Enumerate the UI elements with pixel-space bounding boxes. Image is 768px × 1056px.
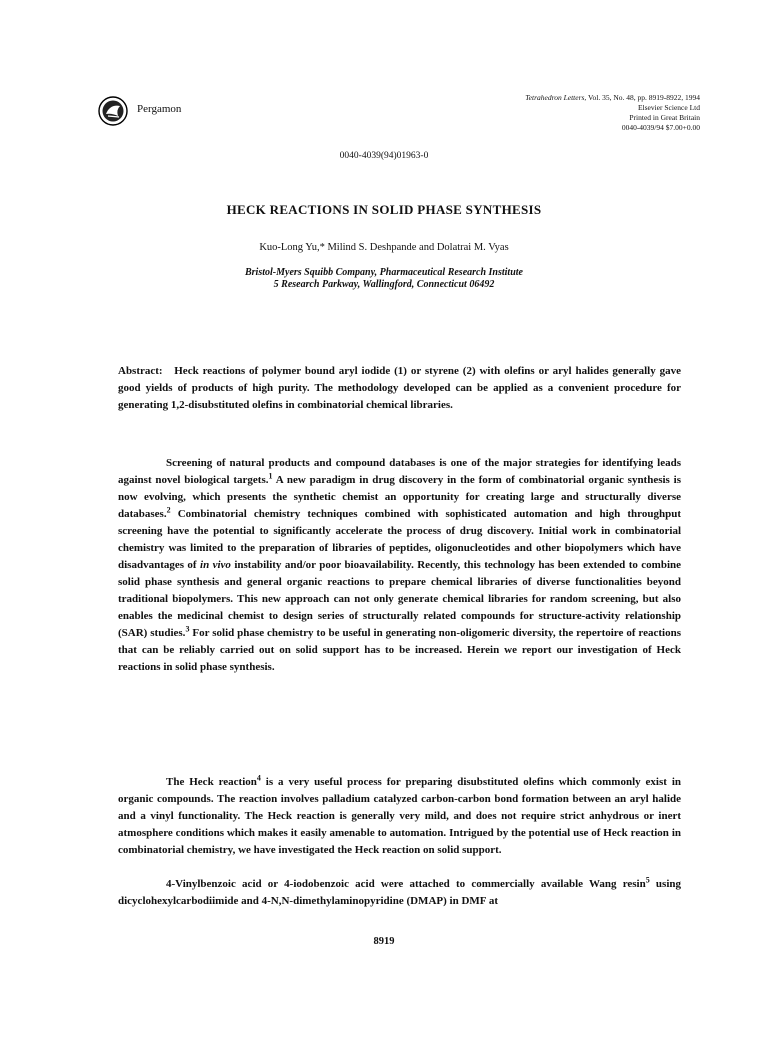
page-number: 8919 [373, 936, 395, 947]
publisher-line: Elsevier Science Ltd [637, 103, 700, 112]
affiliation-line-1: Bristol-Myers Squibb Company, Pharmaceutical Research Institute [245, 267, 523, 278]
issn-line: 0040-4039/94 $7.00+0.00 [621, 123, 700, 132]
publication-info [440, 93, 700, 133]
journal-name: Tetrahedron Letters, [525, 93, 587, 102]
ref-3: 3 [185, 624, 190, 634]
p2-text-b: is a very useful process for preparing disubstituted olefins which commonly exist in organic compounds. The reaction involves palladium catalyzed carbon-carbon bond formation between an aryl halide and a vinyl functionality. The Heck reaction is generally very mild, and does not require strict anhydrous or inert atmosphere conditions which makes it easily amenable to automation. Intrigued by the potential use of Heck reaction in combinatorial chemistry, we have investigated the Heck reaction on solid support. [118, 776, 682, 856]
p1-text-a: Screening of natural products and compound databases is one of the major strategies for identifying leads against novel biological targets. [118, 457, 681, 486]
abstract [118, 363, 681, 414]
p1-text-d: instability and/or poor bioavailability. Recently, this technology has been extended to combine solid phase synthesis and general organic reactions to prepare chemical libraries of diverse functionalities beyond traditional biopolymers. This new approach can not only generate chemical libraries for random screening, but also enables the medicinal chemist to design series of structurally related compounds for structure-activity relationship (SAR) studies. [118, 559, 681, 639]
ref-4: 4 [256, 773, 261, 783]
affiliation [0, 267, 768, 291]
abstract-label: Abstract: [118, 365, 163, 377]
p3-text-b: using dicyclohexylcarbodiimide and 4-N,N-dimethylaminopyridine (DMAP) in DMF at [118, 878, 681, 907]
authors: Kuo-Long Yu,* Milind S. Deshpande and Dolatrai M. Vyas [259, 242, 509, 253]
p1-text-c: Combinatorial chemistry techniques combined with sophisticated automation and high throughput screening have the potential to significantly accelerate the process of drug discovery. Initial work in combinatorial chemistry was limited to the preparation of libraries of peptides, oligonucleotides and other biopolymers which have disadvantages of [118, 508, 681, 571]
ref-5: 5 [645, 875, 650, 885]
citation: Vol. 35, No. 48, pp. 8919-8922, 1994 [586, 93, 700, 102]
p1-text-e: For solid phase chemistry to be useful in generating non-oligomeric diversity, the repertoire of reactions that can be reliably carried out on solid support has to be increased. Herein we report our investigation of Heck reactions in solid phase synthesis. [118, 627, 681, 673]
abstract-text: Heck reactions of polymer bound aryl iodide (1) or styrene (2) with olefins or aryl halides generally gave good yields of products of high purity. The methodology developed can be applied as a convenient procedure for generating 1,2-disubstituted olefins in combinatorial chemical libraries. [118, 365, 681, 411]
publisher-name: Pergamon [137, 103, 182, 115]
p1-italic: in vivo [200, 559, 231, 571]
ref-2: 2 [166, 505, 171, 515]
article-title: HECK REACTIONS IN SOLID PHASE SYNTHESIS [226, 202, 542, 217]
printed-line: Printed in Great Britain [629, 113, 700, 122]
publisher-logo [98, 96, 128, 126]
p1-text-b: A new paradigm in drug discovery in the form of combinatorial organic synthesis is now evolving, which presents the synthetic chemist an opportunity for creating large and structurally diverse databases. [118, 474, 681, 520]
paragraph-2 [118, 774, 681, 859]
p2-text-a: The Heck reaction [166, 776, 257, 788]
affiliation-line-2: 5 Research Parkway, Wallingford, Connecticut 06492 [273, 279, 495, 290]
doi: 0040-4039(94)01963-0 [339, 151, 429, 161]
ref-1: 1 [268, 471, 273, 481]
paragraph-1 [118, 455, 681, 676]
p3-text-a: 4-Vinylbenzoic acid or 4-iodobenzoic acid were attached to commercially available Wang resin [166, 878, 646, 890]
paragraph-3 [118, 876, 681, 910]
